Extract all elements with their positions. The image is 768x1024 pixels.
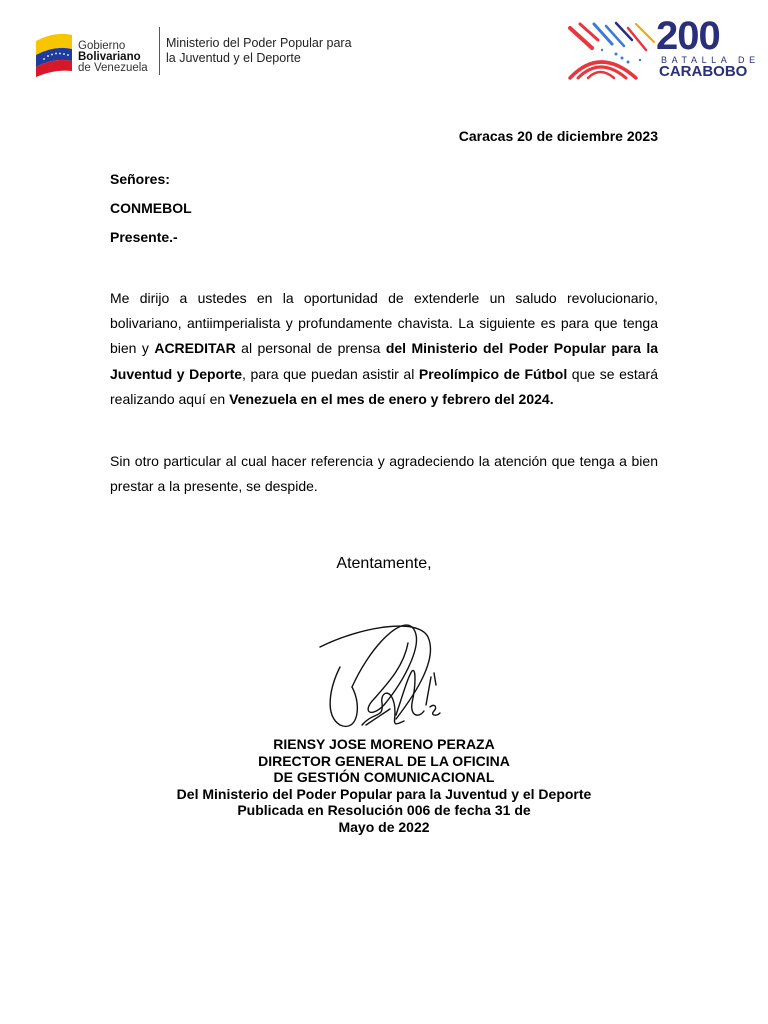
p1-text-1: Me dirijo a ustedes en la oportunidad de extenderle un saludo revolucionario, bolivariano, antiimperialista y profundamente chavista. La siguiente es para que tenga bien y	[110, 290, 658, 357]
signatory-block	[0, 736, 768, 835]
handwritten-signature	[300, 607, 455, 737]
venezuela-flag-logo	[32, 27, 76, 77]
logo-200-number: 200	[656, 14, 720, 58]
logo-200-subtitle: BATALLA DE	[661, 55, 760, 65]
ministry-line-2	[166, 51, 352, 66]
logo-200-name: CARABOBO	[659, 63, 748, 80]
p1-bold-1: ACREDITAR	[154, 340, 236, 357]
gobierno-bolivariano-text	[78, 41, 148, 74]
p1-text-3: , para que puedan asistir al	[242, 365, 419, 382]
body-paragraph-1	[110, 286, 658, 412]
signatory-resolution-1: Publicada en Resolución 006 de fecha 31 de	[237, 802, 531, 818]
ministry-line-1: Ministerio del Poder Popular para	[166, 36, 352, 50]
gobierno-line-3: de Venezuela	[78, 62, 148, 74]
p1-bold-2: del Ministerio del Poder Popular para la Juventud y Deporte	[110, 340, 659, 382]
letter-date: Caracas 20 de diciembre 2023	[458, 128, 658, 144]
signatory-name: RIENSY JOSE MORENO PERAZA	[273, 736, 495, 752]
gobierno-line-1: Gobierno	[78, 40, 126, 52]
salutation-block	[110, 165, 192, 252]
p1-bold-4: Venezuela en el mes de enero y febrero del 2024.	[229, 390, 554, 407]
signatory-resolution-2: Mayo de 2022	[338, 818, 430, 835]
signatory-ministry: Del Ministerio del Poder Popular para la Juventud y el Deporte	[176, 785, 592, 802]
ministry-line-2-text: la Juventud y el Deporte	[166, 51, 301, 65]
salutation-line-3: Presente.-	[110, 229, 178, 245]
closing-text: Atentamente,	[336, 555, 432, 572]
header-divider	[159, 27, 160, 75]
body-paragraph-2: Sin otro particular al cual hacer referencia y agradeciendo la atención que tenga a bien prestar a la presente, se despide.	[110, 453, 658, 495]
gobierno-line-2: Bolivariano	[78, 51, 141, 63]
p1-text-2: al personal de prensa	[235, 340, 386, 357]
salutation-line-2: CONMEBOL	[110, 200, 192, 216]
p1-text-4: que se estará realizando aquí en	[110, 365, 658, 407]
ministry-name	[166, 36, 352, 66]
signatory-title-1: DIRECTOR GENERAL DE LA OFICINA	[258, 752, 510, 769]
signatory-title-2: DE GESTIÓN COMUNICACIONAL	[273, 769, 495, 785]
p1-bold-3: Preolímpico de Fútbol	[418, 365, 568, 382]
salutation-line-1: Señores:	[110, 171, 170, 187]
carabobo-brush-strokes-logo	[566, 20, 658, 82]
